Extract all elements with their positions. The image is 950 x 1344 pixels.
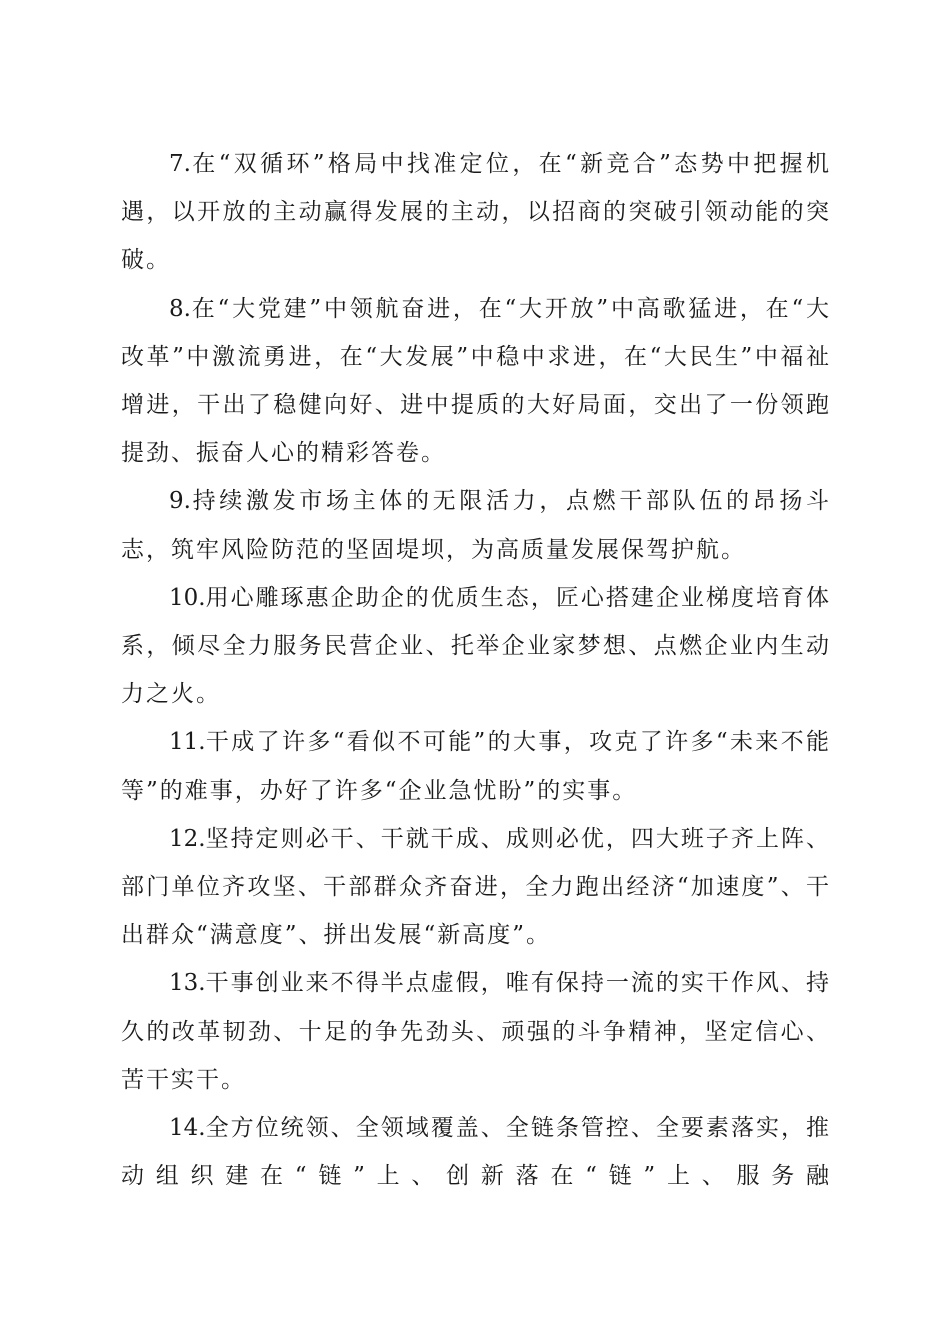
paragraph-text: 用心雕琢惠企助企的优质生态，匠心搭建企业梯度培育体系，倾尽全力服务民营企业、托举企业家梦想、点燃企业内生动力之火。	[121, 584, 831, 708]
paragraph-text: 坚持定则必干、干就干成、成则必优，四大班子齐上阵、部门单位齐攻坚、干部群众齐奋进，全力跑出经济“加速度”、干出群众“满意度”、拼出发展“新高度”。	[121, 825, 831, 949]
paragraph-number: 14.	[169, 1115, 206, 1142]
paragraph-number: 10.	[169, 584, 206, 611]
paragraph-number: 8.	[169, 295, 191, 322]
paragraph-number: 9.	[169, 488, 191, 515]
paragraph-text: 干事创业来不得半点虚假，唯有保持一流的实干作风、持久的改革韧劲、十足的争先劲头、顽强的斗争精神，坚定信心、苦干实干。	[121, 970, 831, 1093]
paragraph-text: 在“双循环”格局中找准定位，在“新竞合”态势中把握机遇，以开放的主动赢得发展的主动，以招商的突破引领动能的突破。	[121, 151, 831, 274]
paragraph-text: 干成了许多“看似不可能”的大事，攻克了许多“未来不能等”的难事，办好了许多“企业急忧盼”的实事。	[121, 729, 831, 804]
paragraph-9	[121, 477, 831, 573]
paragraph-text: 全方位统领、全领域覆盖、全链条管控、全要素落实，推动组织建在“链”上、创新落在“链”上、服务融	[121, 1115, 831, 1190]
paragraph-number: 13.	[169, 970, 206, 997]
paragraph-14	[121, 1104, 831, 1200]
paragraph-13	[121, 959, 831, 1104]
document-body	[121, 140, 831, 1200]
paragraph-number: 12.	[169, 825, 206, 852]
paragraph-10	[121, 574, 831, 719]
paragraph-8	[121, 285, 831, 478]
paragraph-11	[121, 718, 831, 814]
paragraph-text: 持续激发市场主体的无限活力，点燃干部队伍的昂扬斗志，筑牢风险防范的坚固堤坝，为高质量发展保驾护航。	[121, 488, 831, 563]
paragraph-text: 在“大党建”中领航奋进，在“大开放”中高歌猛进，在“大改革”中激流勇进，在“大发展”中稳中求进，在“大民生”中福祉增进，干出了稳健向好、进中提质的大好局面，交出了一份领跑提劲、振奋人心的精彩答卷。	[121, 295, 831, 467]
paragraph-12	[121, 815, 831, 960]
paragraph-number: 7.	[169, 151, 191, 177]
paragraph-number: 11.	[169, 729, 206, 756]
paragraph-7	[121, 140, 831, 285]
